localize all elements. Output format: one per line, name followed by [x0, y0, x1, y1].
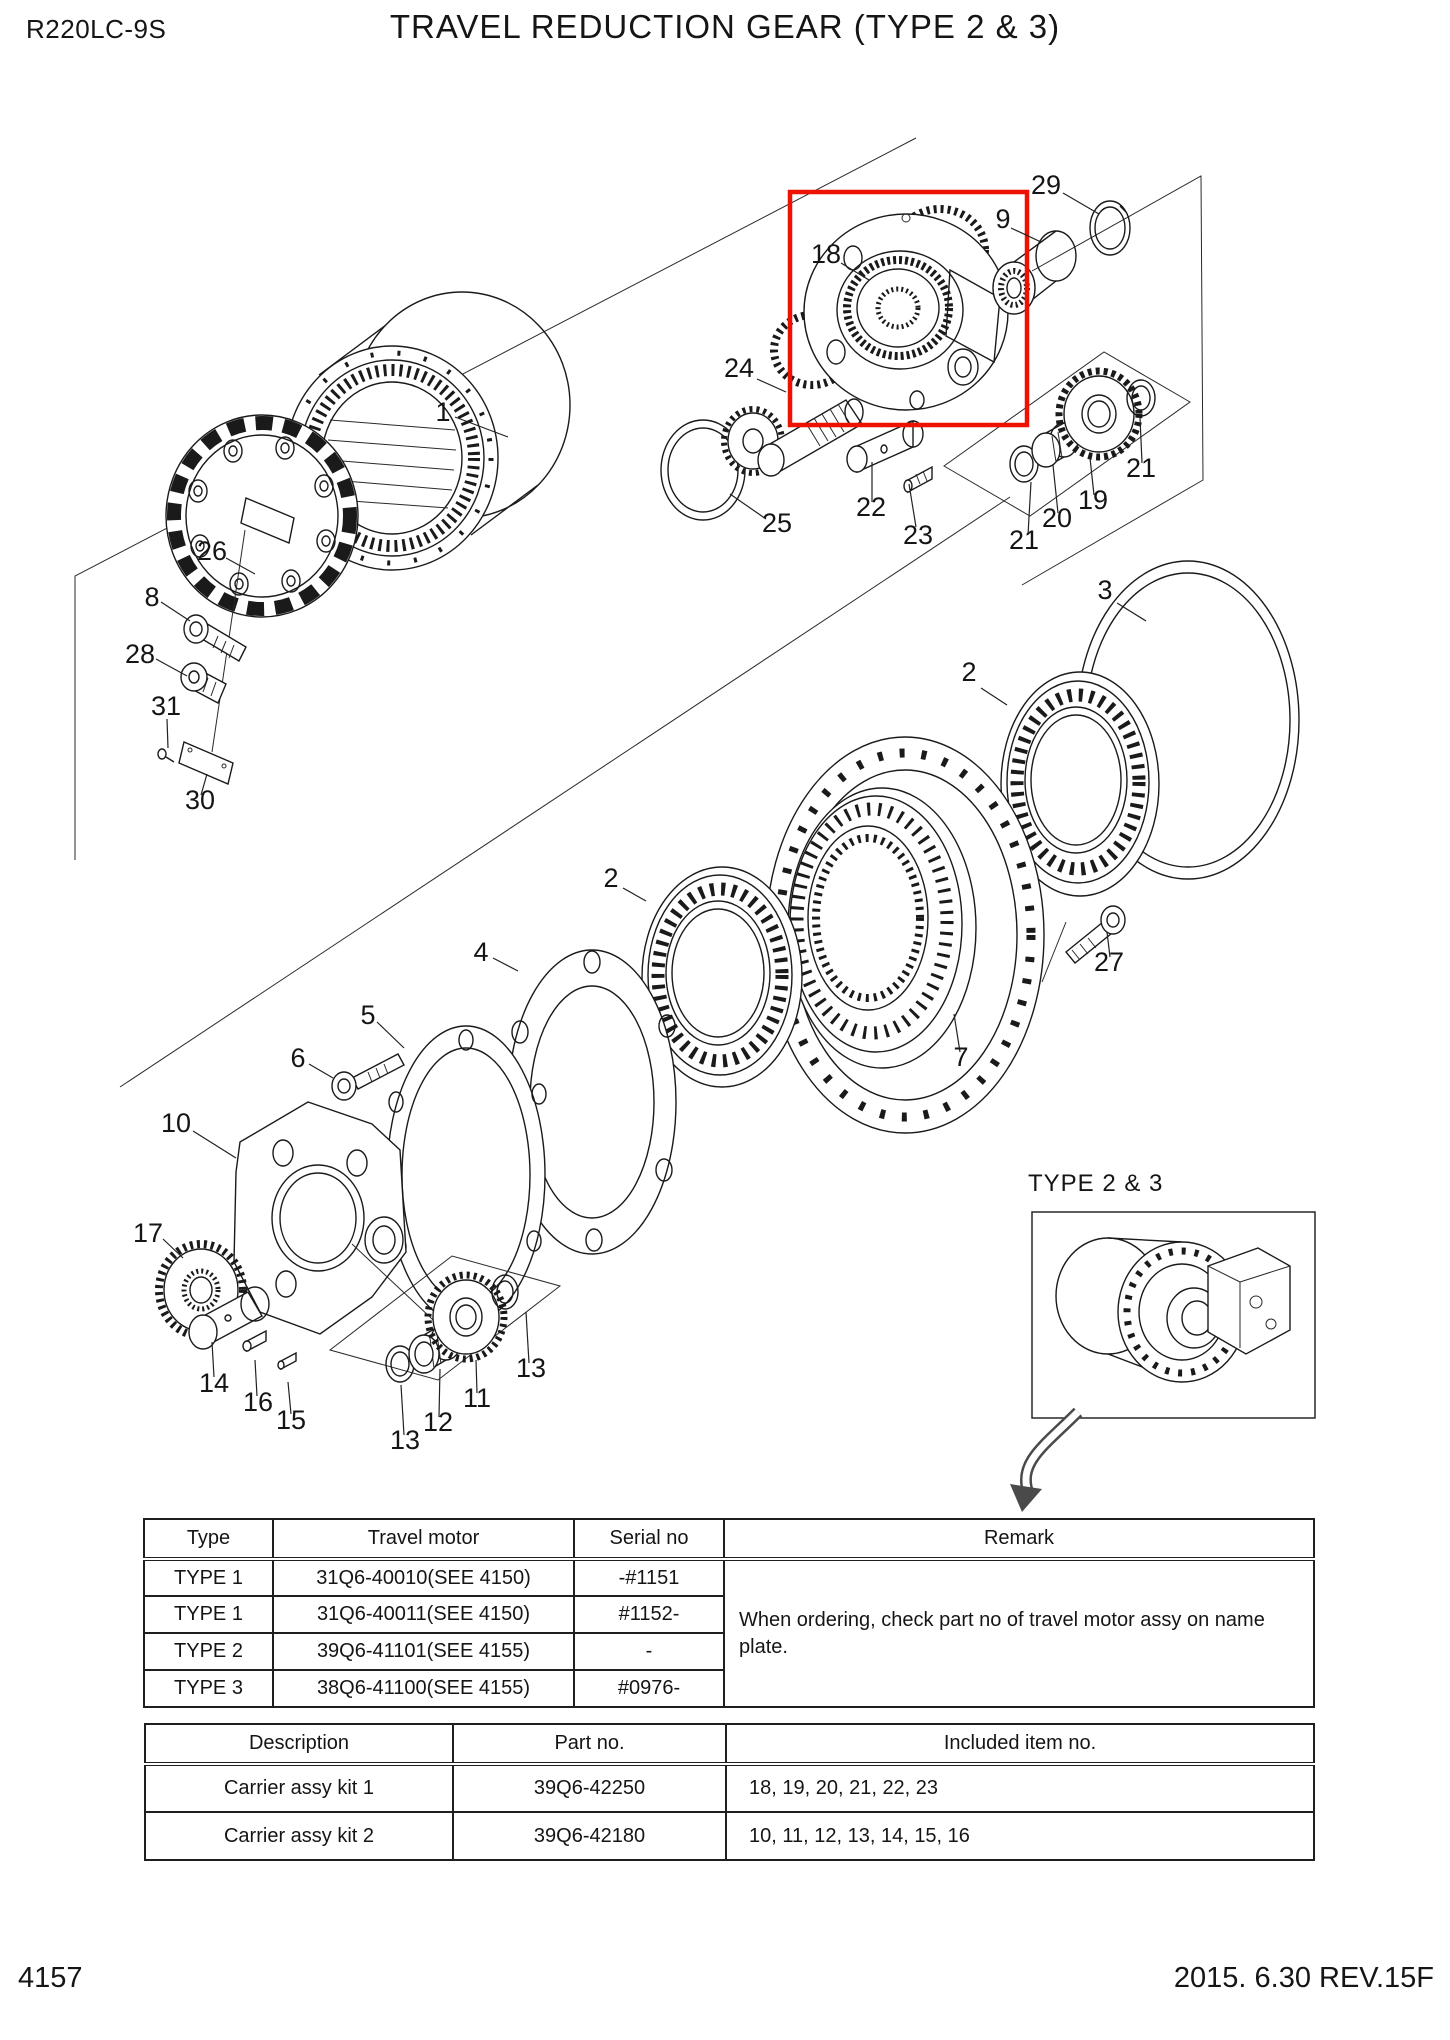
callout-26: 26 — [196, 536, 228, 566]
pin-15-drawing — [278, 1353, 296, 1369]
motor-table-row — [144, 1559, 1314, 1596]
leader-line-2 — [981, 688, 1007, 705]
callout-31: 31 — [150, 691, 182, 721]
col-header-travel-motor: Travel motor — [273, 1519, 574, 1559]
callout-28: 28 — [124, 639, 156, 669]
callout-29: 29 — [1030, 170, 1062, 200]
type-cell: TYPE 2 — [144, 1633, 273, 1670]
included-items-cell: 10, 11, 12, 13, 14, 15, 16 — [726, 1812, 1314, 1860]
pin-16-drawing — [243, 1331, 266, 1351]
callout-10: 10 — [160, 1108, 192, 1138]
kits-table-header-row — [145, 1724, 1314, 1764]
page-title: TRAVEL REDUCTION GEAR (TYPE 2 & 3) — [389, 8, 1061, 45]
callout-30: 30 — [184, 785, 216, 815]
callout-22: 22 — [855, 492, 887, 522]
cover-plate-drawing — [166, 415, 358, 752]
kits-table-row — [145, 1812, 1314, 1860]
callout-6: 6 — [290, 1043, 306, 1073]
type-cell: TYPE 3 — [144, 1670, 273, 1707]
leader-line-28 — [156, 659, 187, 676]
serial-no-cell: - — [574, 1633, 724, 1670]
inset-arrow — [1010, 1412, 1078, 1512]
callout-21: 21 — [1125, 453, 1157, 483]
leader-line-4 — [493, 958, 518, 971]
model-label: R220LC-9S — [26, 14, 167, 44]
callout-8: 8 — [144, 582, 160, 612]
pin-22-drawing — [847, 421, 923, 472]
carrier-kits-table — [144, 1723, 1315, 1861]
included-items-cell: 18, 19, 20, 21, 22, 23 — [726, 1764, 1314, 1812]
part-no-cell: 39Q6-42250 — [453, 1764, 726, 1812]
callout-19: 19 — [1077, 485, 1109, 515]
leader-line-10 — [193, 1131, 236, 1158]
description-cell: Carrier assy kit 1 — [145, 1764, 453, 1812]
description-cell: Carrier assy kit 2 — [145, 1812, 453, 1860]
pin-23-drawing — [904, 467, 932, 492]
callout-24: 24 — [723, 353, 755, 383]
callout-2: 2 — [961, 657, 977, 687]
type-cell: TYPE 1 — [144, 1596, 273, 1633]
inset-box — [1010, 1212, 1315, 1512]
plug-28-drawing — [181, 663, 226, 703]
callout-13: 13 — [515, 1353, 547, 1383]
travel-motor-cell: 39Q6-41101(SEE 4155) — [273, 1633, 574, 1670]
inset-type-label: TYPE 2 & 3 — [1028, 1170, 1164, 1197]
col-header-type: Type — [144, 1519, 273, 1559]
bolt-8-drawing — [184, 615, 246, 661]
callout-20: 20 — [1041, 503, 1073, 533]
motor-table-header-row — [144, 1519, 1314, 1559]
leader-line-31 — [167, 719, 168, 748]
callout-15: 15 — [275, 1405, 307, 1435]
callout-13: 13 — [389, 1425, 421, 1455]
leader-line-25 — [730, 494, 766, 519]
serial-no-cell: #1152- — [574, 1596, 724, 1633]
callout-16: 16 — [242, 1387, 274, 1417]
hub-7-drawing — [766, 737, 1044, 1133]
col-header-included-items: Included item no. — [726, 1724, 1314, 1764]
leader-line-6 — [309, 1064, 333, 1078]
col-header-serial-no: Serial no — [574, 1519, 724, 1559]
carrier-18-drawing — [774, 209, 1008, 410]
page-number: 4157 — [18, 1962, 83, 1994]
callout-25: 25 — [761, 508, 793, 538]
col-header-remark: Remark — [724, 1519, 1314, 1559]
type-cell: TYPE 1 — [144, 1559, 273, 1596]
callout-18: 18 — [810, 239, 842, 269]
kits-table-row — [145, 1764, 1314, 1812]
leader-line-24 — [757, 379, 786, 392]
serial-no-cell: -#1151 — [574, 1559, 724, 1596]
snap-ring-29-drawing — [1090, 201, 1130, 255]
callout-11: 11 — [462, 1383, 492, 1413]
travel-motor-cell: 31Q6-40011(SEE 4150) — [273, 1596, 574, 1633]
col-header-description: Description — [145, 1724, 453, 1764]
serial-no-cell: #0976- — [574, 1670, 724, 1707]
callout-23: 23 — [902, 520, 934, 550]
sun-gear-shaft-24-drawing — [724, 399, 863, 476]
leader-line-2 — [623, 888, 646, 901]
leader-line-3 — [1117, 603, 1146, 621]
callout-17: 17 — [132, 1218, 164, 1248]
coupling-9-drawing — [993, 231, 1076, 314]
travel-motor-inset-drawing — [1056, 1238, 1290, 1382]
leader-line-5 — [377, 1022, 404, 1048]
callout-12: 12 — [422, 1407, 454, 1437]
callout-3: 3 — [1097, 575, 1113, 605]
callout-7: 7 — [953, 1042, 969, 1072]
travel-motor-cell: 31Q6-40010(SEE 4150) — [273, 1559, 574, 1596]
travel-motor-table — [143, 1518, 1315, 1708]
leader-line-29 — [1063, 193, 1099, 214]
revision-label: 2015. 6.30 REV.15F — [1173, 1962, 1434, 1994]
col-header-part-no: Part no. — [453, 1724, 726, 1764]
callout-4: 4 — [473, 937, 489, 967]
gasket-5-drawing — [387, 1026, 546, 1324]
leader-line-8 — [161, 602, 190, 621]
callout-2: 2 — [603, 863, 619, 893]
callout-21: 21 — [1008, 525, 1040, 555]
pin-31-drawing — [158, 749, 174, 762]
callout-5: 5 — [360, 1000, 376, 1030]
callout-27: 27 — [1093, 947, 1125, 977]
callout-9: 9 — [995, 204, 1011, 234]
part-no-cell: 39Q6-42180 — [453, 1812, 726, 1860]
callout-1: 1 — [435, 397, 451, 427]
callout-14: 14 — [198, 1368, 230, 1398]
travel-motor-cell: 38Q6-41100(SEE 4155) — [273, 1670, 574, 1707]
remark-cell: When ordering, check part no of travel motor assy on name plate. — [724, 1559, 1314, 1707]
